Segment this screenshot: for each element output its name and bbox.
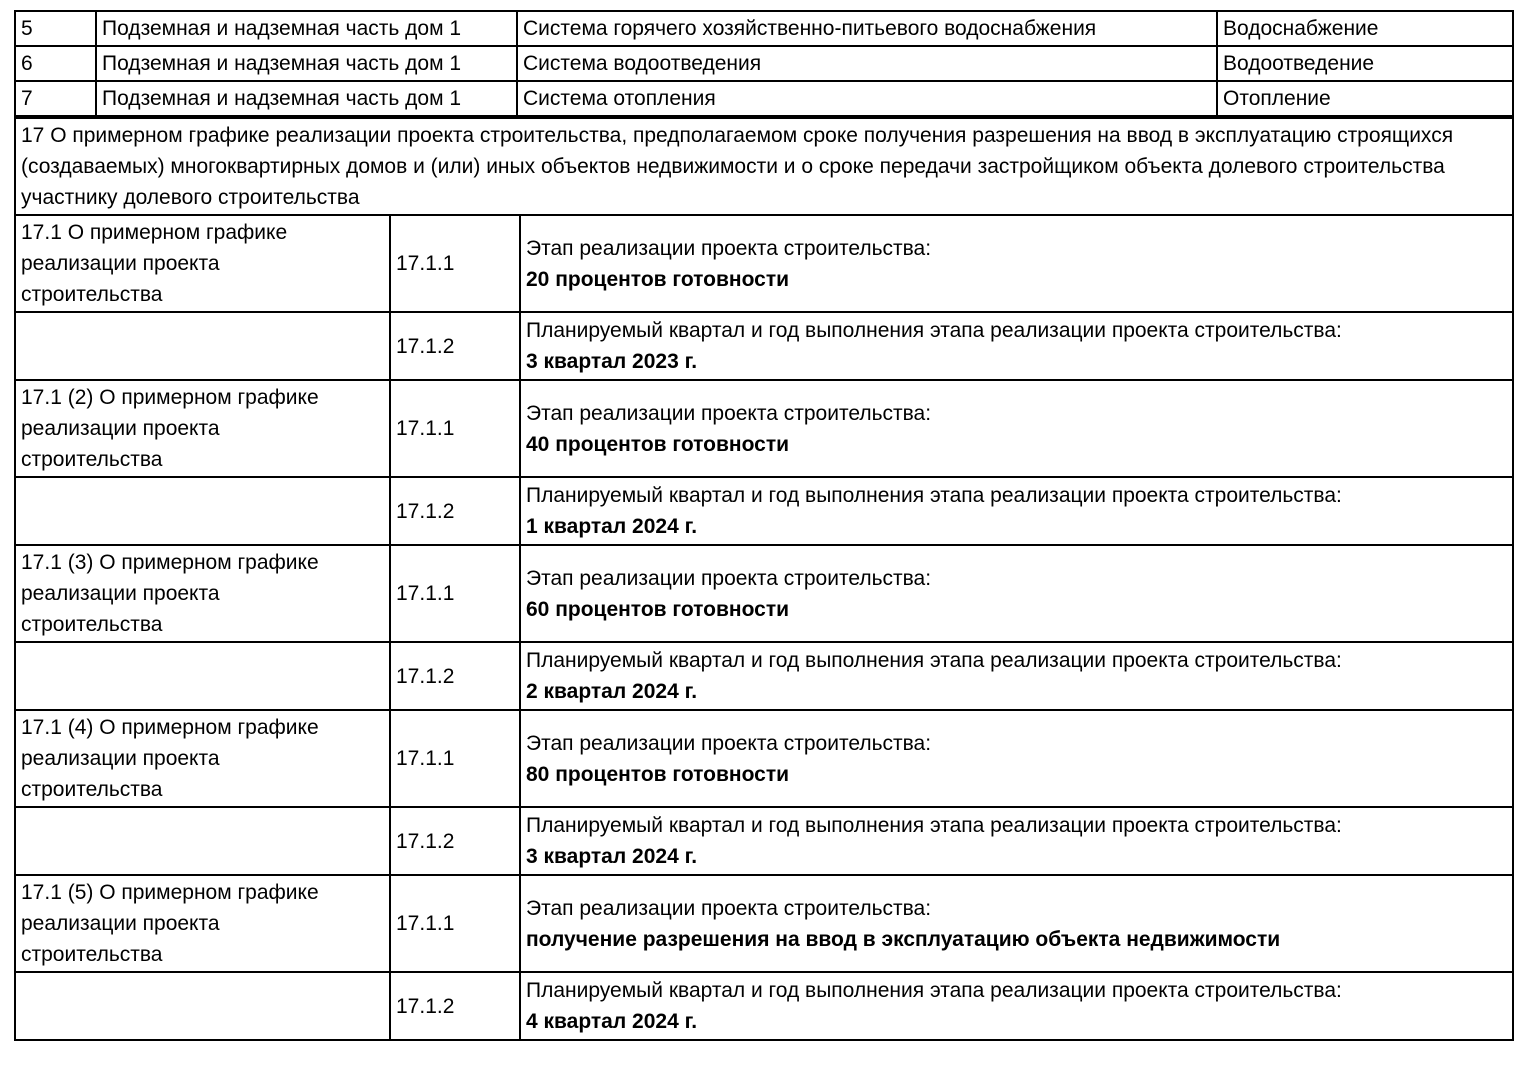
table-row bbox=[15, 972, 1513, 1040]
empty-cell bbox=[15, 312, 390, 380]
table-row bbox=[15, 545, 1513, 642]
quarter-label: Планируемый квартал и год выполнения этапа реализации проекта строительства: bbox=[526, 649, 1342, 672]
code-cell: 17.1.1 bbox=[390, 875, 520, 972]
stage-cell bbox=[520, 875, 1513, 972]
empty-cell bbox=[15, 477, 390, 545]
table-row bbox=[15, 710, 1513, 807]
group-label: 17.1 (2) О примерном графике реализации проекта строительства bbox=[21, 386, 319, 471]
table-row bbox=[15, 215, 1513, 312]
stage-value: получение разрешения на ввод в эксплуатацию объекта недвижимости bbox=[526, 927, 1281, 951]
code-cell: 17.1.1 bbox=[390, 545, 520, 642]
table-row bbox=[15, 46, 1513, 81]
section-17-table bbox=[14, 117, 1514, 1041]
category-cell: Водоотведение bbox=[1217, 46, 1513, 81]
table-row bbox=[15, 477, 1513, 545]
quarter-label: Планируемый квартал и год выполнения этапа реализации проекта строительства: bbox=[526, 814, 1342, 837]
code-cell: 17.1.2 bbox=[390, 312, 520, 380]
quarter-value: 3 квартал 2024 г. bbox=[526, 845, 698, 868]
system-cell: Система водоотведения bbox=[517, 46, 1217, 81]
table-row bbox=[15, 380, 1513, 477]
empty-cell bbox=[15, 972, 390, 1040]
group-label: 17.1 (4) О примерном графике реализации проекта строительства bbox=[21, 716, 319, 801]
code-cell: 17.1.1 bbox=[390, 710, 520, 807]
code-cell: 17.1.1 bbox=[390, 380, 520, 477]
group-label: 17.1 (3) О примерном графике реализации проекта строительства bbox=[21, 551, 319, 636]
object-part-cell: Подземная и надземная часть дом 1 bbox=[96, 11, 517, 46]
system-cell: Система отопления bbox=[517, 81, 1217, 116]
stage-value: 80 процентов готовности bbox=[526, 762, 790, 786]
code-cell: 17.1.2 bbox=[390, 642, 520, 710]
table-row bbox=[15, 11, 1513, 46]
stage-cell bbox=[520, 215, 1513, 312]
group-label-cell bbox=[15, 215, 390, 312]
stage-label: Этап реализации проекта строительства: bbox=[526, 566, 932, 590]
section-17-heading-cell bbox=[15, 118, 1513, 215]
group-label-cell bbox=[15, 710, 390, 807]
stage-value: 40 процентов готовности bbox=[526, 432, 790, 456]
object-part-cell: Подземная и надземная часть дом 1 bbox=[96, 46, 517, 81]
row-number-cell: 5 bbox=[15, 11, 96, 46]
quarter-value: 3 квартал 2023 г. bbox=[526, 350, 698, 373]
quarter-cell bbox=[520, 312, 1513, 380]
quarter-label: Планируемый квартал и год выполнения этапа реализации проекта строительства: bbox=[526, 484, 1342, 507]
empty-cell bbox=[15, 807, 390, 875]
table-row bbox=[15, 312, 1513, 380]
group-label: 17.1 (5) О примерном графике реализации проекта строительства bbox=[21, 881, 319, 966]
stage-label: Этап реализации проекта строительства: bbox=[526, 731, 932, 755]
stage-label: Этап реализации проекта строительства: bbox=[526, 236, 932, 260]
stage-value: 20 процентов готовности bbox=[526, 267, 790, 291]
quarter-label: Планируемый квартал и год выполнения этапа реализации проекта строительства: bbox=[526, 319, 1342, 342]
utilities-table bbox=[14, 10, 1514, 117]
row-number-cell: 6 bbox=[15, 46, 96, 81]
system-cell: Система горячего хозяйственно-питьевого водоснабжения bbox=[517, 11, 1217, 46]
group-label-cell bbox=[15, 380, 390, 477]
stage-cell bbox=[520, 710, 1513, 807]
quarter-value: 2 квартал 2024 г. bbox=[526, 680, 698, 703]
quarter-label: Планируемый квартал и год выполнения этапа реализации проекта строительства: bbox=[526, 979, 1342, 1002]
stage-cell bbox=[520, 545, 1513, 642]
quarter-value: 4 квартал 2024 г. bbox=[526, 1010, 698, 1033]
group-label: 17.1 О примерном графике реализации проекта строительства bbox=[21, 221, 288, 306]
code-cell: 17.1.2 bbox=[390, 477, 520, 545]
quarter-cell bbox=[520, 807, 1513, 875]
code-cell: 17.1.2 bbox=[390, 807, 520, 875]
stage-cell bbox=[520, 380, 1513, 477]
section-heading-row bbox=[15, 118, 1513, 215]
quarter-cell bbox=[520, 477, 1513, 545]
category-cell: Отопление bbox=[1217, 81, 1513, 116]
empty-cell bbox=[15, 642, 390, 710]
group-label-cell bbox=[15, 545, 390, 642]
group-label-cell bbox=[15, 875, 390, 972]
object-part-cell: Подземная и надземная часть дом 1 bbox=[96, 81, 517, 116]
code-cell: 17.1.2 bbox=[390, 972, 520, 1040]
code-cell: 17.1.1 bbox=[390, 215, 520, 312]
row-number-cell: 7 bbox=[15, 81, 96, 116]
stage-label: Этап реализации проекта строительства: bbox=[526, 401, 932, 425]
category-cell: Водоснабжение bbox=[1217, 11, 1513, 46]
table-row bbox=[15, 807, 1513, 875]
section-17-heading: 17 О примерном графике реализации проекта строительства, предполагаемом сроке получения разрешения на ввод в эксплуатацию строящихся (создаваемых) многоквартирных домов и (или) иных объектов недвижимости и о сроке передачи застройщиком объекта долевого строительства участнику долевого строительства bbox=[21, 124, 1454, 209]
stage-label: Этап реализации проекта строительства: bbox=[526, 896, 932, 920]
quarter-value: 1 квартал 2024 г. bbox=[526, 515, 698, 538]
stage-value: 60 процентов готовности bbox=[526, 597, 790, 621]
table-row bbox=[15, 642, 1513, 710]
table-row bbox=[15, 875, 1513, 972]
table-row bbox=[15, 81, 1513, 116]
quarter-cell bbox=[520, 972, 1513, 1040]
quarter-cell bbox=[520, 642, 1513, 710]
